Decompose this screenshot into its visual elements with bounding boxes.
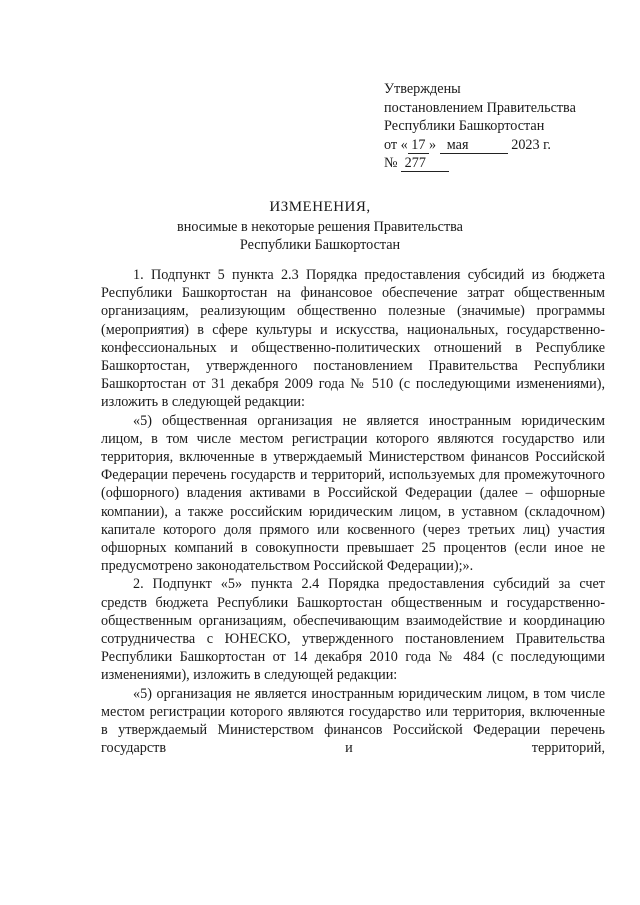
title-heading: ИЗМЕНЕНИЯ, <box>269 199 371 215</box>
approval-line: Республики Башкортостан <box>384 118 545 135</box>
title-line: вносимые в некоторые решения Правительства <box>177 218 463 235</box>
approval-line: Утверждены <box>384 81 461 97</box>
date-day: 17 <box>407 136 430 153</box>
document-title <box>0 198 640 255</box>
number-prefix: № <box>384 155 402 172</box>
paragraph: 1. Подпункт 5 пункта 2.3 Порядка предоставления субсидий из бюджета Республики Башкортостан на финансовое обеспечение затрат общественным организациям, реализующим общественно полезные (значимые) программы (мероприятия) в сфере культуры и искусства, национальных, государственно-конфессиональных и общественно-политических отношений в Республике Башкортостан, утвержденного постановлением Правительства Республики Башкортостан от 31 декабря 2009 года № 510 (с последующими изменениями), изложить в следующей редакции: <box>101 267 605 411</box>
approval-stamp <box>384 80 576 173</box>
date-month: мая <box>440 138 508 154</box>
document-body <box>101 266 605 757</box>
approval-line: постановлением Правительства <box>384 99 576 116</box>
date-year: 2023 г. <box>507 136 551 153</box>
number-value: 277 <box>401 156 449 172</box>
approval-number <box>384 154 576 173</box>
title-line: Республики Башкортостан <box>239 237 401 254</box>
paragraph: 2. Подпункт «5» пункта 2.4 Порядка предоставления субсидий за счет средств бюджета Республики Башкортостан общественным и государственно-общественным организациям, обеспечивающим взаимодействие и координацию сотрудничества с ЮНЕСКО, утвержденного постановлением Правительства Республики Башкортостан от 14 декабря 2010 года № 484 (с последующими изменениями), изложить в следующей редакции: <box>101 576 605 684</box>
date-quote: » <box>429 136 440 153</box>
paragraph: «5) общественная организация не является иностранным юридическим лицом, в том числе местом регистрации которого являются государство или территория, включенные в утверждаемый Министерством финансов Российской Федерации перечень государств и территорий, используемых для промежуточного (офшорного) владения активами в Российской Федерации (далее – офшорные компании), а также российским юридическим лицом, в уставном (складочном) капитале которого доля прямого или косвенного (через третьих лиц) участия офшорных компаний в совокупности превышает 25 процентов (если иное не предусмотрено законодательством Российской Федерации);». <box>101 412 605 575</box>
approval-date <box>384 136 576 155</box>
paragraph: «5) организация не является иностранным юридическим лицом, в том числе местом регистрации которого являются государство или территория, включенные в утверждаемый Министерством финансов Российской Федерации перечень государств и территорий, <box>101 685 605 757</box>
date-prefix: от « <box>384 136 408 153</box>
